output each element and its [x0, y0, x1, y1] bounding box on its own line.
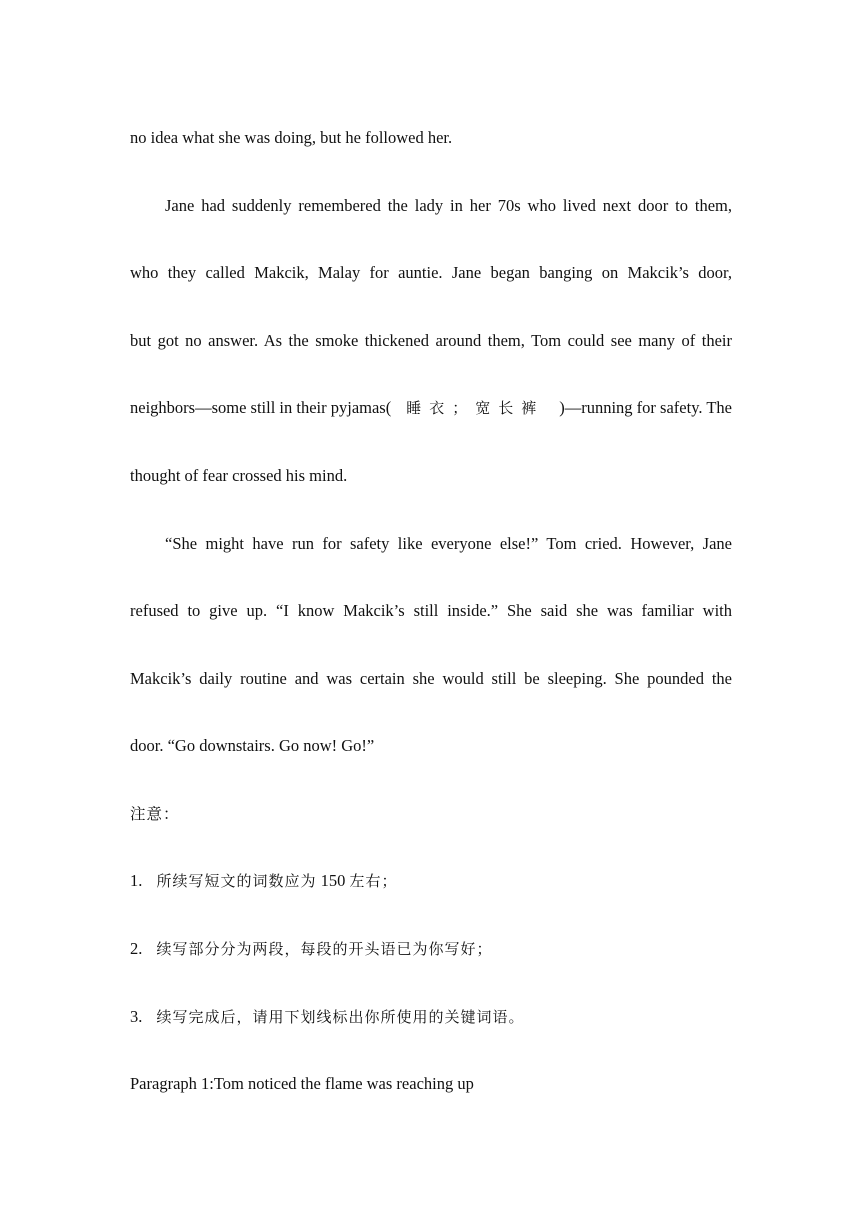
note-number: 2.: [130, 939, 143, 958]
text-segment: neighbors—some still in their pyjamas(: [130, 398, 392, 417]
paragraph-prompt: Paragraph 1:Tom noticed the flame was reaching up: [130, 1074, 474, 1093]
text-line: [130, 398, 732, 418]
text-line: refused to give up. “I know Makcik’s still inside.” She said she was familiar with: [130, 601, 732, 620]
notes-heading: 注意：: [130, 805, 180, 823]
note-item: [130, 939, 493, 959]
text-line: Makcik’s daily routine and was certain she would still be sleeping. She pounded the: [130, 669, 732, 688]
note-text: 所续写短文的词数应为: [156, 872, 317, 890]
note-number: 3.: [130, 1007, 143, 1026]
note-text: 续写完成后，请用下划线标出你所使用的关键词语。: [156, 1008, 525, 1026]
chinese-gloss: 睡衣；宽长裤: [406, 399, 545, 417]
text-line: “She might have run for safety like everyone else!” Tom cried. However, Jane: [165, 534, 732, 553]
text-segment: )—running for safety. The: [559, 398, 732, 417]
text-line: door. “Go downstairs. Go now! Go!”: [130, 736, 375, 755]
text-line: who they called Makcik, Malay for auntie. Jane began banging on Makcik’s door,: [130, 263, 732, 282]
note-item: [130, 1007, 525, 1027]
text-line: but got no answer. As the smoke thickened around them, Tom could see many of their: [130, 331, 732, 350]
note-text: 左右；: [349, 872, 398, 890]
text-line: Jane had suddenly remembered the lady in her 70s who lived next door to them,: [165, 196, 732, 215]
note-number-value: 150: [320, 871, 346, 890]
note-number: 1.: [130, 871, 143, 890]
note-text: 续写部分分为两段，每段的开头语已为你写好；: [156, 940, 493, 958]
text-line: no idea what she was doing, but he followed her.: [130, 128, 453, 147]
note-item: [130, 871, 398, 891]
text-line: thought of fear crossed his mind.: [130, 466, 348, 485]
